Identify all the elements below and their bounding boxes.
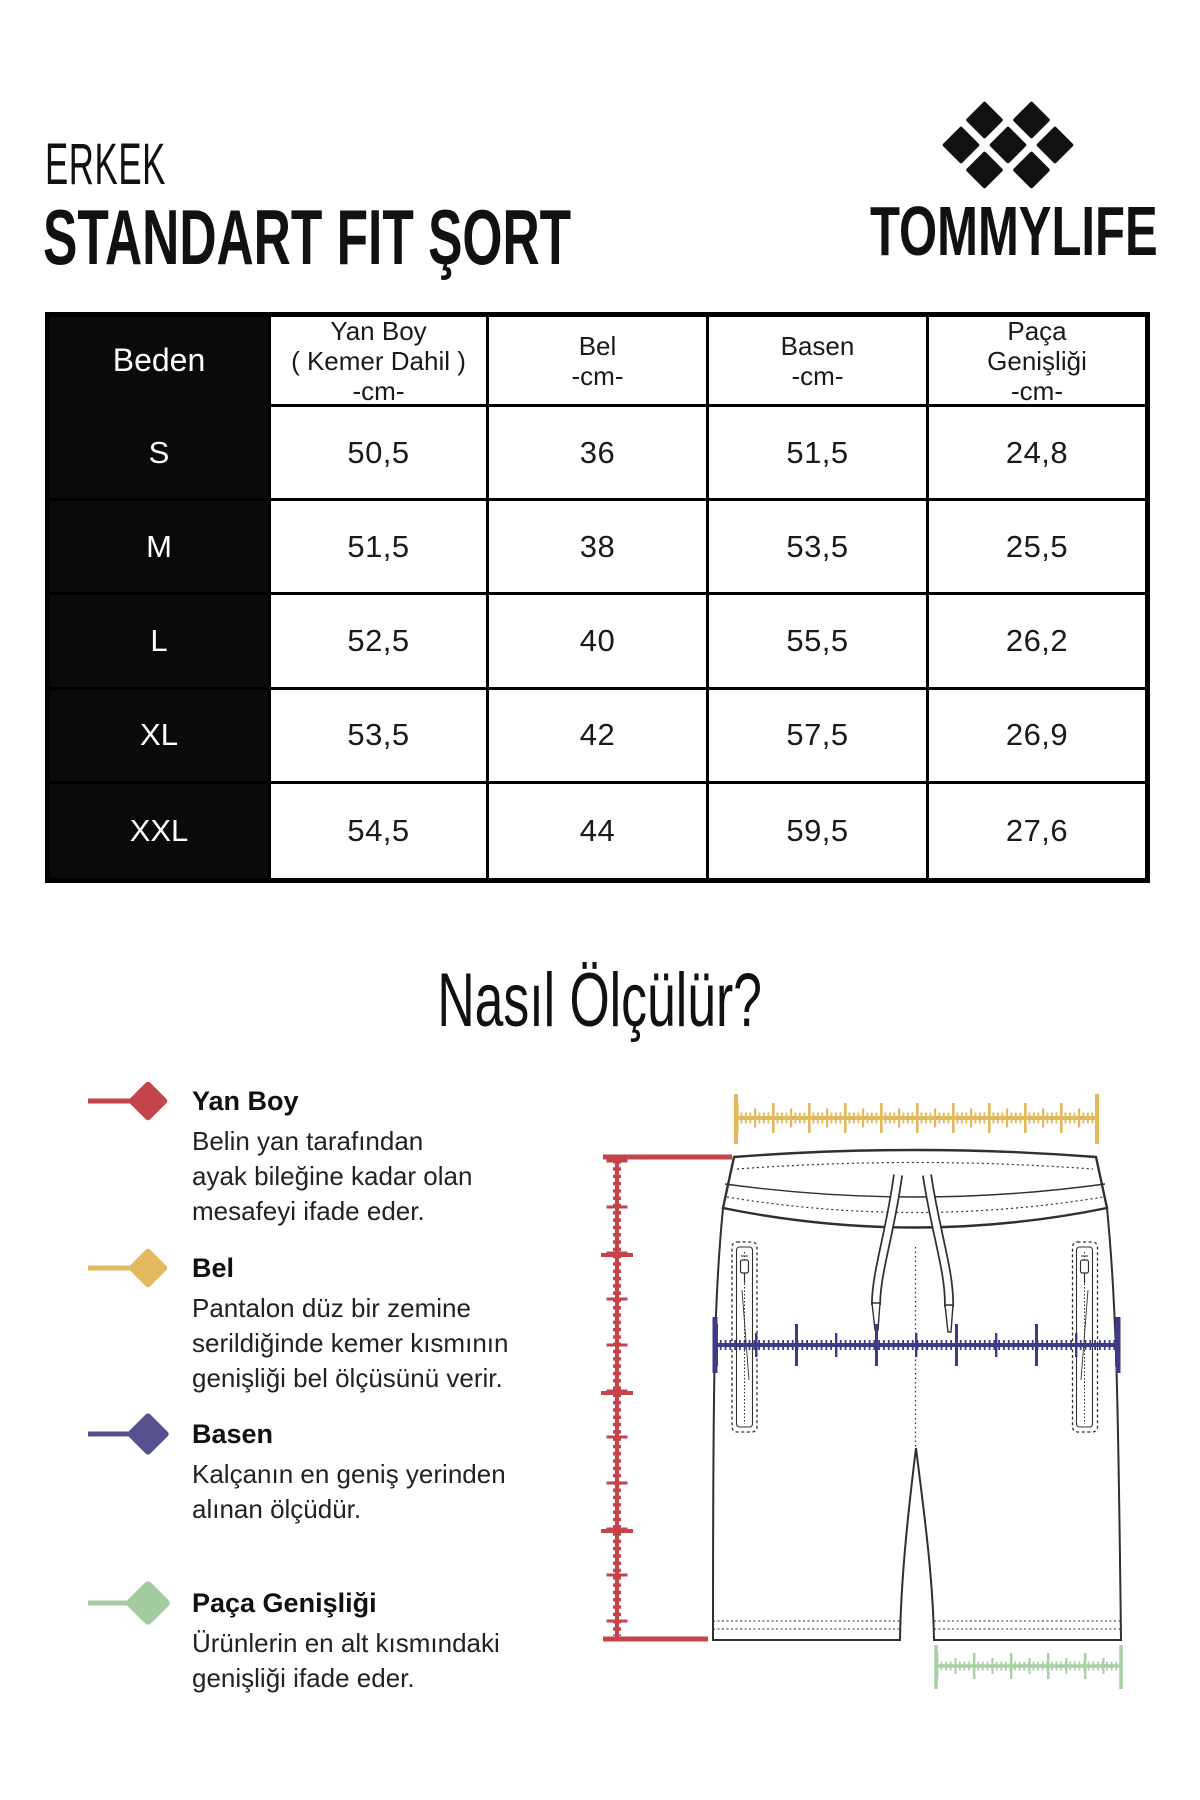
value-cell: 36 [489,407,709,501]
page-title-line2: STANDART FIT ŞORT [43,193,572,281]
basen-diamond-icon [85,1410,192,1458]
value-cell: 27,6 [1005,812,1069,848]
size-cell: M [50,501,271,595]
value-cell: 40 [489,595,709,689]
legend-description: Ürünlerin en alt kısmındaki genişliği ifade eder. [192,1628,500,1693]
value-cell: 51,5 [271,501,489,595]
legend-name: Bel [192,1253,235,1283]
value-cell: 24,8 [929,407,1145,501]
brand-logo-diamond-cluster-icon [940,97,1076,193]
legend-item-yan-boy [85,1086,472,1229]
shorts-drawing [713,1150,1121,1640]
how-to-measure-title: Nasıl Ölçülür? [437,958,763,1043]
value-cell: 38 [489,501,709,595]
column-header-yan-boy: Yan Boy ( Kemer Dahil ) -cm- [271,317,489,407]
legend-item-paca-genisligi [85,1588,500,1696]
yan-boy-diamond-icon [85,1077,192,1125]
legend-item-bel [85,1253,508,1396]
size-cell: XL [50,690,271,784]
legend-name: Yan Boy [192,1086,299,1116]
table-corner-header [50,317,271,407]
column-header-paca-genisligi: Paça Genişliği -cm- [929,317,1145,407]
value-cell: 42 [489,690,709,784]
value-cell: 51,5 [709,407,929,501]
size-cell: XXL [50,784,271,878]
value-cell: 26,2 [929,595,1145,689]
value-cell: 57,5 [709,690,929,784]
legend-name: Paça Genişliği [192,1588,377,1618]
page-title-line1: ERKEK [45,132,166,197]
legend-description: Pantalon düz bir zemine serildiğinde kemer kısmının genişliği bel ölçüsünü verir. [192,1293,509,1393]
hem-ruler [936,1645,1121,1689]
value-cell: 26,9 [929,690,1145,784]
left-zip-pocket [732,1242,757,1432]
value-cell: 53,5 [709,501,929,595]
bel-diamond-icon [85,1244,192,1292]
corner-label: Beden [112,342,206,378]
value-cell: 25,5 [929,501,1145,595]
legend-description: Kalçanın en geniş yerinden alınan ölçüdür. [192,1459,506,1524]
column-header-basen: Basen -cm- [709,317,929,407]
legend-name: Basen [192,1419,274,1449]
brand-name: TOMMYLIFE [870,192,1158,270]
measurement-diagram [560,1060,1180,1740]
value-cell: 44 [489,784,709,878]
value-cell: 55,5 [709,595,929,689]
size-cell: L [50,595,271,689]
legend-item-basen [85,1419,506,1527]
value-cell: 52,5 [271,595,489,689]
value-cell: 59,5 [709,784,929,878]
value-cell: 50,5 [271,407,489,501]
value-cell: 53,5 [271,690,489,784]
column-header-bel: Bel -cm- [489,317,709,407]
waist-ruler [736,1094,1097,1144]
paca-genisligi-diamond-icon [85,1579,192,1631]
legend-description: Belin yan tarafından ayak bileğine kadar olan mesafeyi ifade eder. [192,1126,473,1226]
value-cell: 54,5 [271,784,489,878]
size-cell: S [50,407,271,501]
how-to-measure-section [0,958,1200,1043]
size-table [45,312,1150,883]
